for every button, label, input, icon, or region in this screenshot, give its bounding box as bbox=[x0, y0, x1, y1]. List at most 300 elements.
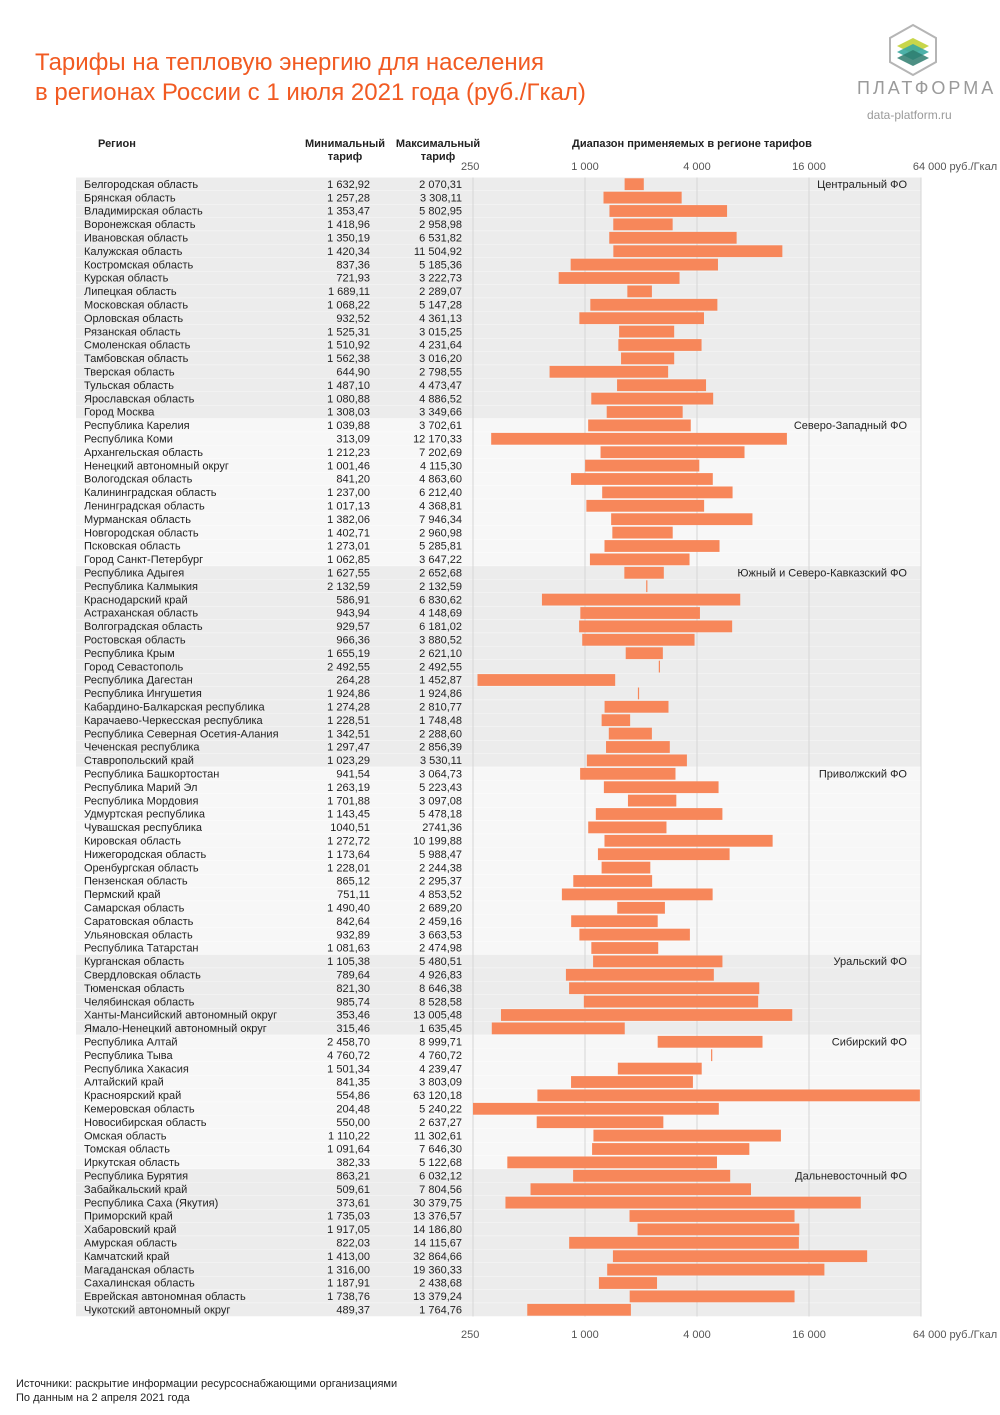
max-tariff-label: 4 368,81 bbox=[419, 500, 462, 513]
min-tariff-label: 1 525,31 bbox=[327, 326, 370, 339]
min-tariff-label: 1 228,01 bbox=[327, 862, 370, 875]
region-label: Ростовская область bbox=[84, 634, 186, 647]
district-label: Северо-Западный ФО bbox=[793, 420, 907, 433]
range-bar bbox=[571, 1076, 693, 1088]
range-bar bbox=[573, 875, 652, 887]
max-tariff-label: 3 702,61 bbox=[419, 420, 462, 433]
region-label: Город Санкт-Петербург bbox=[84, 554, 204, 567]
region-label: Рязанская область bbox=[84, 326, 181, 339]
range-bar bbox=[638, 1224, 800, 1236]
max-tariff-label: 2 132,59 bbox=[419, 580, 462, 593]
region-label: Владимирская область bbox=[84, 205, 203, 218]
tick-label-top: 250 bbox=[461, 161, 480, 173]
min-tariff-label: 1 187,91 bbox=[327, 1277, 370, 1290]
row-band bbox=[76, 298, 921, 311]
min-tariff-label: 1 382,06 bbox=[327, 513, 370, 526]
region-label: Республика Карелия bbox=[84, 420, 190, 433]
range-bar bbox=[501, 1009, 792, 1021]
min-tariff-label: 489,37 bbox=[336, 1304, 370, 1317]
max-tariff-label: 63 120,18 bbox=[413, 1090, 462, 1103]
max-tariff-label: 3 016,20 bbox=[419, 353, 462, 366]
max-tariff-label: 5 480,51 bbox=[419, 956, 462, 969]
min-tariff-label: 1 632,92 bbox=[327, 178, 370, 191]
header-max-line-1: Максимальный bbox=[395, 138, 481, 150]
min-tariff-label: 1 212,23 bbox=[327, 446, 370, 459]
max-tariff-label: 1 764,76 bbox=[419, 1304, 462, 1317]
range-bar bbox=[658, 1036, 763, 1048]
region-label: Республика Мордовия bbox=[84, 795, 199, 808]
range-bar bbox=[579, 929, 690, 941]
range-bar bbox=[613, 219, 672, 231]
range-bar bbox=[537, 1090, 919, 1102]
max-tariff-label: 4 853,52 bbox=[419, 889, 462, 902]
row-band bbox=[76, 740, 921, 753]
range-bar bbox=[588, 420, 691, 432]
min-tariff-label: 1 091,64 bbox=[327, 1143, 370, 1156]
range-bar bbox=[507, 1157, 717, 1169]
min-tariff-label: 1 562,38 bbox=[327, 353, 370, 366]
max-tariff-label: 3 880,52 bbox=[419, 634, 462, 647]
row-band bbox=[76, 1156, 921, 1169]
min-tariff-label: 1 924,86 bbox=[327, 688, 370, 701]
range-bar bbox=[586, 500, 704, 512]
max-tariff-label: 5 223,43 bbox=[419, 781, 462, 794]
row-band bbox=[76, 955, 921, 968]
range-bar bbox=[602, 714, 631, 726]
max-tariff-label: 13 376,57 bbox=[413, 1210, 462, 1223]
region-label: Республика Хакасия bbox=[84, 1063, 189, 1076]
min-tariff-label: 1 490,40 bbox=[327, 902, 370, 915]
row-band bbox=[76, 285, 921, 298]
range-bar bbox=[559, 272, 680, 284]
range-bar bbox=[505, 1197, 860, 1209]
max-tariff-label: 12 170,33 bbox=[413, 433, 462, 446]
max-tariff-label: 5 478,18 bbox=[419, 808, 462, 821]
max-tariff-label: 2 960,98 bbox=[419, 527, 462, 540]
range-bar bbox=[646, 580, 647, 592]
min-tariff-label: 4 760,72 bbox=[327, 1049, 370, 1062]
range-bar bbox=[609, 232, 736, 244]
range-bar bbox=[571, 473, 713, 485]
region-label: Ставропольский край bbox=[84, 755, 194, 768]
district-label: Сибирский ФО bbox=[831, 1036, 907, 1049]
range-bar bbox=[492, 1023, 625, 1035]
region-label: Республика Ингушетия bbox=[84, 688, 202, 701]
max-tariff-label: 2 621,10 bbox=[419, 647, 462, 660]
max-tariff-label: 2 295,37 bbox=[419, 875, 462, 888]
min-tariff-label: 1 353,47 bbox=[327, 205, 370, 218]
min-tariff-label: 841,35 bbox=[336, 1076, 370, 1089]
region-label: Республика Башкортостан bbox=[84, 768, 220, 781]
min-tariff-label: 550,00 bbox=[336, 1116, 370, 1129]
range-bar bbox=[531, 1183, 751, 1195]
region-label: Тюменская область bbox=[84, 982, 185, 995]
region-label: Волгоградская область bbox=[84, 621, 203, 634]
max-tariff-label: 6 181,02 bbox=[419, 621, 462, 634]
max-tariff-label: 1 924,86 bbox=[419, 688, 462, 701]
range-bar bbox=[628, 795, 676, 807]
min-tariff-label: 1 081,63 bbox=[327, 942, 370, 955]
min-tariff-label: 2 458,70 bbox=[327, 1036, 370, 1049]
min-tariff-label: 1 062,85 bbox=[327, 554, 370, 567]
region-label: Ненецкий автономный округ bbox=[84, 460, 229, 473]
max-tariff-label: 1 635,45 bbox=[419, 1023, 462, 1036]
max-tariff-label: 8 999,71 bbox=[419, 1036, 462, 1049]
tick-label-top: 1 000 bbox=[571, 161, 599, 173]
range-bar bbox=[592, 1143, 749, 1155]
max-tariff-label: 7 804,56 bbox=[419, 1183, 462, 1196]
min-tariff-label: 841,20 bbox=[336, 473, 370, 486]
row-band bbox=[76, 1062, 921, 1075]
region-label: Костромская область bbox=[84, 259, 194, 272]
region-label: Калининградская область bbox=[84, 487, 217, 500]
range-bar bbox=[602, 862, 651, 874]
tick-label-top: 4 000 bbox=[683, 161, 711, 173]
min-tariff-label: 1 228,51 bbox=[327, 714, 370, 727]
max-tariff-label: 7 646,30 bbox=[419, 1143, 462, 1156]
row-band bbox=[76, 1075, 921, 1088]
range-bar bbox=[619, 326, 674, 338]
range-bar bbox=[596, 808, 723, 820]
max-tariff-label: 5 802,95 bbox=[419, 205, 462, 218]
row-band bbox=[76, 874, 921, 887]
region-label: Белгородская область bbox=[84, 178, 199, 191]
range-bar bbox=[566, 969, 714, 981]
max-tariff-label: 11 504,92 bbox=[413, 245, 462, 258]
min-tariff-label: 1 068,22 bbox=[327, 299, 370, 312]
min-tariff-label: 985,74 bbox=[336, 996, 370, 1009]
site-url: data-platform.ru bbox=[867, 108, 952, 122]
row-band bbox=[76, 365, 921, 378]
max-tariff-label: 2 652,68 bbox=[419, 567, 462, 580]
region-label: Кемеровская область bbox=[84, 1103, 195, 1116]
region-label: Кировская область bbox=[84, 835, 181, 848]
region-label: Республика Бурятия bbox=[84, 1170, 189, 1183]
region-label: Тверская область bbox=[84, 366, 175, 379]
max-tariff-label: 2 288,60 bbox=[419, 728, 462, 741]
range-bar bbox=[613, 245, 782, 257]
region-label: Самарская область bbox=[84, 902, 185, 915]
max-tariff-label: 10 199,88 bbox=[413, 835, 462, 848]
range-bar bbox=[621, 353, 674, 365]
header-region: Регион bbox=[98, 138, 136, 150]
min-tariff-label: 941,54 bbox=[336, 768, 370, 781]
min-tariff-label: 1 420,34 bbox=[327, 245, 370, 258]
row-band bbox=[76, 606, 921, 619]
min-tariff-label: 865,12 bbox=[336, 875, 370, 888]
min-tariff-label: 554,86 bbox=[336, 1090, 370, 1103]
region-label: Новгородская область bbox=[84, 527, 199, 540]
max-tariff-label: 19 360,33 bbox=[413, 1264, 462, 1277]
region-label: Смоленская область bbox=[84, 339, 191, 352]
region-label: Новосибирская область bbox=[84, 1116, 207, 1129]
max-tariff-label: 5 988,47 bbox=[419, 848, 462, 861]
min-tariff-label: 1 308,03 bbox=[327, 406, 370, 419]
range-bar bbox=[580, 607, 700, 619]
header-min-line-2: тариф bbox=[327, 151, 363, 163]
min-tariff-label: 509,61 bbox=[336, 1183, 370, 1196]
range-bar bbox=[617, 379, 706, 391]
region-label: Удмуртская республика bbox=[84, 808, 205, 821]
range-bar bbox=[584, 996, 758, 1008]
region-label: Воронежская область bbox=[84, 219, 196, 232]
region-label: Астраханская область bbox=[84, 607, 199, 620]
row-band bbox=[76, 915, 921, 928]
row-band bbox=[76, 271, 921, 284]
max-tariff-label: 2 070,31 bbox=[419, 178, 462, 191]
range-bar bbox=[573, 1170, 730, 1182]
min-tariff-label: 1 738,76 bbox=[327, 1291, 370, 1304]
range-bar bbox=[587, 755, 687, 767]
district-label: Дальневосточный ФО bbox=[795, 1170, 907, 1183]
min-tariff-label: 644,90 bbox=[336, 366, 370, 379]
region-label: Тульская область bbox=[84, 379, 174, 392]
sources-note bbox=[16, 1377, 397, 1405]
tick-label-bottom: 4 000 bbox=[683, 1329, 711, 1341]
min-tariff-label: 2 492,55 bbox=[327, 661, 370, 674]
min-tariff-label: 1 297,47 bbox=[327, 741, 370, 754]
range-bar bbox=[580, 768, 675, 780]
min-tariff-label: 932,89 bbox=[336, 929, 370, 942]
max-tariff-label: 2 438,68 bbox=[419, 1277, 462, 1290]
max-tariff-label: 2 856,39 bbox=[419, 741, 462, 754]
range-bar bbox=[613, 1250, 867, 1262]
region-label: Ханты-Мансийский автономный округ bbox=[84, 1009, 278, 1022]
row-band bbox=[76, 218, 921, 231]
max-tariff-label: 2 810,77 bbox=[419, 701, 462, 714]
max-tariff-label: 2 244,38 bbox=[419, 862, 462, 875]
min-tariff-label: 1 735,03 bbox=[327, 1210, 370, 1223]
region-label: Кабардино-Балкарская республика bbox=[84, 701, 265, 714]
header-max-line-2: тариф bbox=[420, 151, 456, 163]
district-label: Южный и Северо-Кавказский ФО bbox=[737, 567, 907, 580]
range-bar bbox=[711, 1049, 712, 1061]
tick-label-top: 64 000 руб./Гкал bbox=[912, 161, 998, 173]
region-label: Мурманская область bbox=[84, 513, 191, 526]
row-band bbox=[76, 258, 921, 271]
range-bar bbox=[593, 1130, 780, 1142]
tick-label-bottom: 1 000 bbox=[571, 1329, 599, 1341]
row-band bbox=[76, 660, 921, 673]
district-label: Приволжский ФО bbox=[818, 768, 907, 781]
row-band bbox=[76, 1276, 921, 1289]
min-tariff-label: 1 350,19 bbox=[327, 232, 370, 245]
min-tariff-label: 1 023,29 bbox=[327, 755, 370, 768]
region-label: Республика Крым bbox=[84, 647, 175, 660]
min-tariff-label: 353,46 bbox=[336, 1009, 370, 1022]
district-label: Центральный ФО bbox=[817, 178, 907, 191]
region-label: Липецкая область bbox=[84, 286, 177, 299]
min-tariff-label: 1 105,38 bbox=[327, 956, 370, 969]
max-tariff-label: 2 637,27 bbox=[419, 1116, 462, 1129]
range-bar bbox=[604, 781, 719, 793]
region-label: Ямало-Ненецкий автономный округ bbox=[84, 1023, 267, 1036]
min-tariff-label: 1 110,22 bbox=[327, 1130, 370, 1143]
row-band bbox=[76, 928, 921, 941]
region-label: Свердловская область bbox=[84, 969, 201, 982]
min-tariff-label: 932,52 bbox=[336, 312, 370, 325]
region-label: Орловская область bbox=[84, 312, 184, 325]
min-tariff-label: 751,11 bbox=[337, 889, 370, 902]
range-bar bbox=[638, 688, 639, 700]
min-tariff-label: 1 501,34 bbox=[327, 1063, 370, 1076]
row-band bbox=[76, 312, 921, 325]
range-bar bbox=[624, 567, 663, 579]
range-bar bbox=[582, 634, 694, 646]
region-label: Пермский край bbox=[84, 889, 161, 902]
region-label: Ивановская область bbox=[84, 232, 189, 245]
row-band bbox=[76, 580, 921, 593]
region-label: Город Москва bbox=[84, 406, 155, 419]
region-label: Республика Коми bbox=[84, 433, 173, 446]
max-tariff-label: 2 459,16 bbox=[419, 915, 462, 928]
min-tariff-label: 1 263,19 bbox=[327, 781, 370, 794]
range-bar bbox=[606, 741, 670, 753]
range-bar bbox=[609, 728, 652, 740]
max-tariff-label: 13 379,24 bbox=[413, 1291, 462, 1304]
range-bar bbox=[598, 848, 730, 860]
row-band bbox=[76, 231, 921, 244]
range-bar bbox=[571, 915, 658, 927]
region-label: Томская область bbox=[84, 1143, 170, 1156]
region-label: Республика Татарстан bbox=[84, 942, 199, 955]
region-label: Иркутская область bbox=[84, 1157, 180, 1170]
range-bar bbox=[562, 889, 713, 901]
tick-label-bottom: 64 000 руб./Гкал bbox=[912, 1329, 998, 1341]
row-band bbox=[76, 245, 921, 258]
max-tariff-label: 4 231,64 bbox=[419, 339, 462, 352]
max-tariff-label: 3 308,11 bbox=[419, 192, 462, 205]
region-label: Саратовская область bbox=[84, 915, 194, 928]
min-tariff-label: 943,94 bbox=[336, 607, 370, 620]
min-tariff-label: 1 418,96 bbox=[327, 219, 370, 232]
max-tariff-label: 2741,36 bbox=[422, 822, 462, 835]
min-tariff-label: 822,03 bbox=[336, 1237, 370, 1250]
row-band bbox=[76, 593, 921, 606]
range-bar bbox=[630, 1291, 795, 1303]
row-band bbox=[76, 1129, 921, 1142]
row-band bbox=[76, 1035, 921, 1048]
row-band bbox=[76, 204, 921, 217]
max-tariff-label: 8 646,38 bbox=[419, 982, 462, 995]
region-label: Псковская область bbox=[84, 540, 181, 553]
min-tariff-label: 1 413,00 bbox=[327, 1250, 370, 1263]
max-tariff-label: 1 452,87 bbox=[419, 674, 462, 687]
row-band bbox=[76, 178, 921, 191]
range-bar bbox=[542, 594, 740, 606]
min-tariff-label: 966,36 bbox=[336, 634, 370, 647]
min-tariff-label: 373,61 bbox=[336, 1197, 370, 1210]
region-label: Алтайский край bbox=[84, 1076, 164, 1089]
region-label: Республика Марий Эл bbox=[84, 781, 198, 794]
range-bar bbox=[590, 299, 717, 311]
header-range: Диапазон применяемых в регионе тарифов bbox=[572, 138, 812, 150]
range-bar bbox=[569, 1237, 799, 1249]
max-tariff-label: 3 663,53 bbox=[419, 929, 462, 942]
min-tariff-label: 313,09 bbox=[336, 433, 370, 446]
district-label: Уральский ФО bbox=[833, 956, 907, 969]
max-tariff-label: 8 528,58 bbox=[419, 996, 462, 1009]
min-tariff-label: 1 701,88 bbox=[327, 795, 370, 808]
max-tariff-label: 5 285,81 bbox=[419, 540, 462, 553]
max-tariff-label: 2 958,98 bbox=[419, 219, 462, 232]
range-bar bbox=[585, 460, 699, 472]
region-label: Республика Тыва bbox=[84, 1049, 173, 1062]
range-bar bbox=[612, 527, 672, 539]
range-bar bbox=[590, 554, 690, 566]
min-tariff-label: 1 627,55 bbox=[327, 567, 370, 580]
min-tariff-label: 1 273,01 bbox=[327, 540, 370, 553]
range-bar bbox=[617, 902, 665, 914]
region-label: Забайкальский край bbox=[84, 1183, 188, 1196]
min-tariff-label: 1 316,00 bbox=[327, 1264, 370, 1277]
min-tariff-label: 1 001,46 bbox=[327, 460, 370, 473]
range-bar bbox=[477, 674, 615, 686]
max-tariff-label: 3 097,08 bbox=[419, 795, 462, 808]
row-band bbox=[76, 392, 921, 405]
max-tariff-label: 4 926,83 bbox=[419, 969, 462, 982]
region-label: Брянская область bbox=[84, 192, 176, 205]
min-tariff-label: 1 274,28 bbox=[327, 701, 370, 714]
row-band bbox=[76, 982, 921, 995]
row-band bbox=[76, 888, 921, 901]
range-bar bbox=[626, 647, 663, 659]
row-band bbox=[76, 633, 921, 646]
max-tariff-label: 3 530,11 bbox=[419, 755, 462, 768]
max-tariff-label: 6 212,40 bbox=[419, 487, 462, 500]
row-band bbox=[76, 539, 921, 552]
region-label: Омская область bbox=[84, 1130, 167, 1143]
max-tariff-label: 14 186,80 bbox=[413, 1224, 462, 1237]
region-label: Амурская область bbox=[84, 1237, 177, 1250]
max-tariff-label: 4 886,52 bbox=[419, 393, 462, 406]
min-tariff-label: 1 257,28 bbox=[327, 192, 370, 205]
range-bar bbox=[627, 286, 652, 298]
min-tariff-label: 1040,51 bbox=[330, 822, 370, 835]
source-line-1: Источники: раскрытие информации ресурсоснабжающими организациями bbox=[16, 1378, 398, 1390]
min-tariff-label: 204,48 bbox=[336, 1103, 370, 1116]
region-label: Красноярский край bbox=[84, 1090, 182, 1103]
row-band bbox=[76, 352, 921, 365]
min-tariff-label: 1 917,05 bbox=[327, 1224, 370, 1237]
row-band bbox=[76, 1183, 921, 1196]
max-tariff-label: 3 064,73 bbox=[419, 768, 462, 781]
min-tariff-label: 1 080,88 bbox=[327, 393, 370, 406]
min-tariff-label: 1 510,92 bbox=[327, 339, 370, 352]
min-tariff-label: 1 689,11 bbox=[327, 286, 370, 299]
range-bar bbox=[605, 540, 720, 552]
row-band bbox=[76, 379, 921, 392]
region-label: Республика Саха (Якутия) bbox=[84, 1197, 219, 1210]
max-tariff-label: 2 689,20 bbox=[419, 902, 462, 915]
min-tariff-label: 1 487,10 bbox=[327, 379, 370, 392]
range-bar bbox=[625, 178, 644, 190]
max-tariff-label: 4 361,13 bbox=[419, 312, 462, 325]
row-band bbox=[76, 620, 921, 633]
min-tariff-label: 1 655,19 bbox=[327, 647, 370, 660]
region-label: Город Севастополь bbox=[84, 661, 184, 674]
row-band bbox=[76, 754, 921, 767]
region-label: Курганская область bbox=[84, 956, 185, 969]
region-label: Еврейская автономная область bbox=[84, 1291, 246, 1304]
range-bar bbox=[588, 822, 666, 834]
range-bar bbox=[630, 1210, 795, 1222]
row-band bbox=[76, 687, 921, 700]
max-tariff-label: 32 864,66 bbox=[413, 1250, 462, 1263]
region-label: Ульяновская область bbox=[84, 929, 193, 942]
min-tariff-label: 2 132,59 bbox=[327, 580, 370, 593]
max-tariff-label: 4 239,47 bbox=[419, 1063, 462, 1076]
